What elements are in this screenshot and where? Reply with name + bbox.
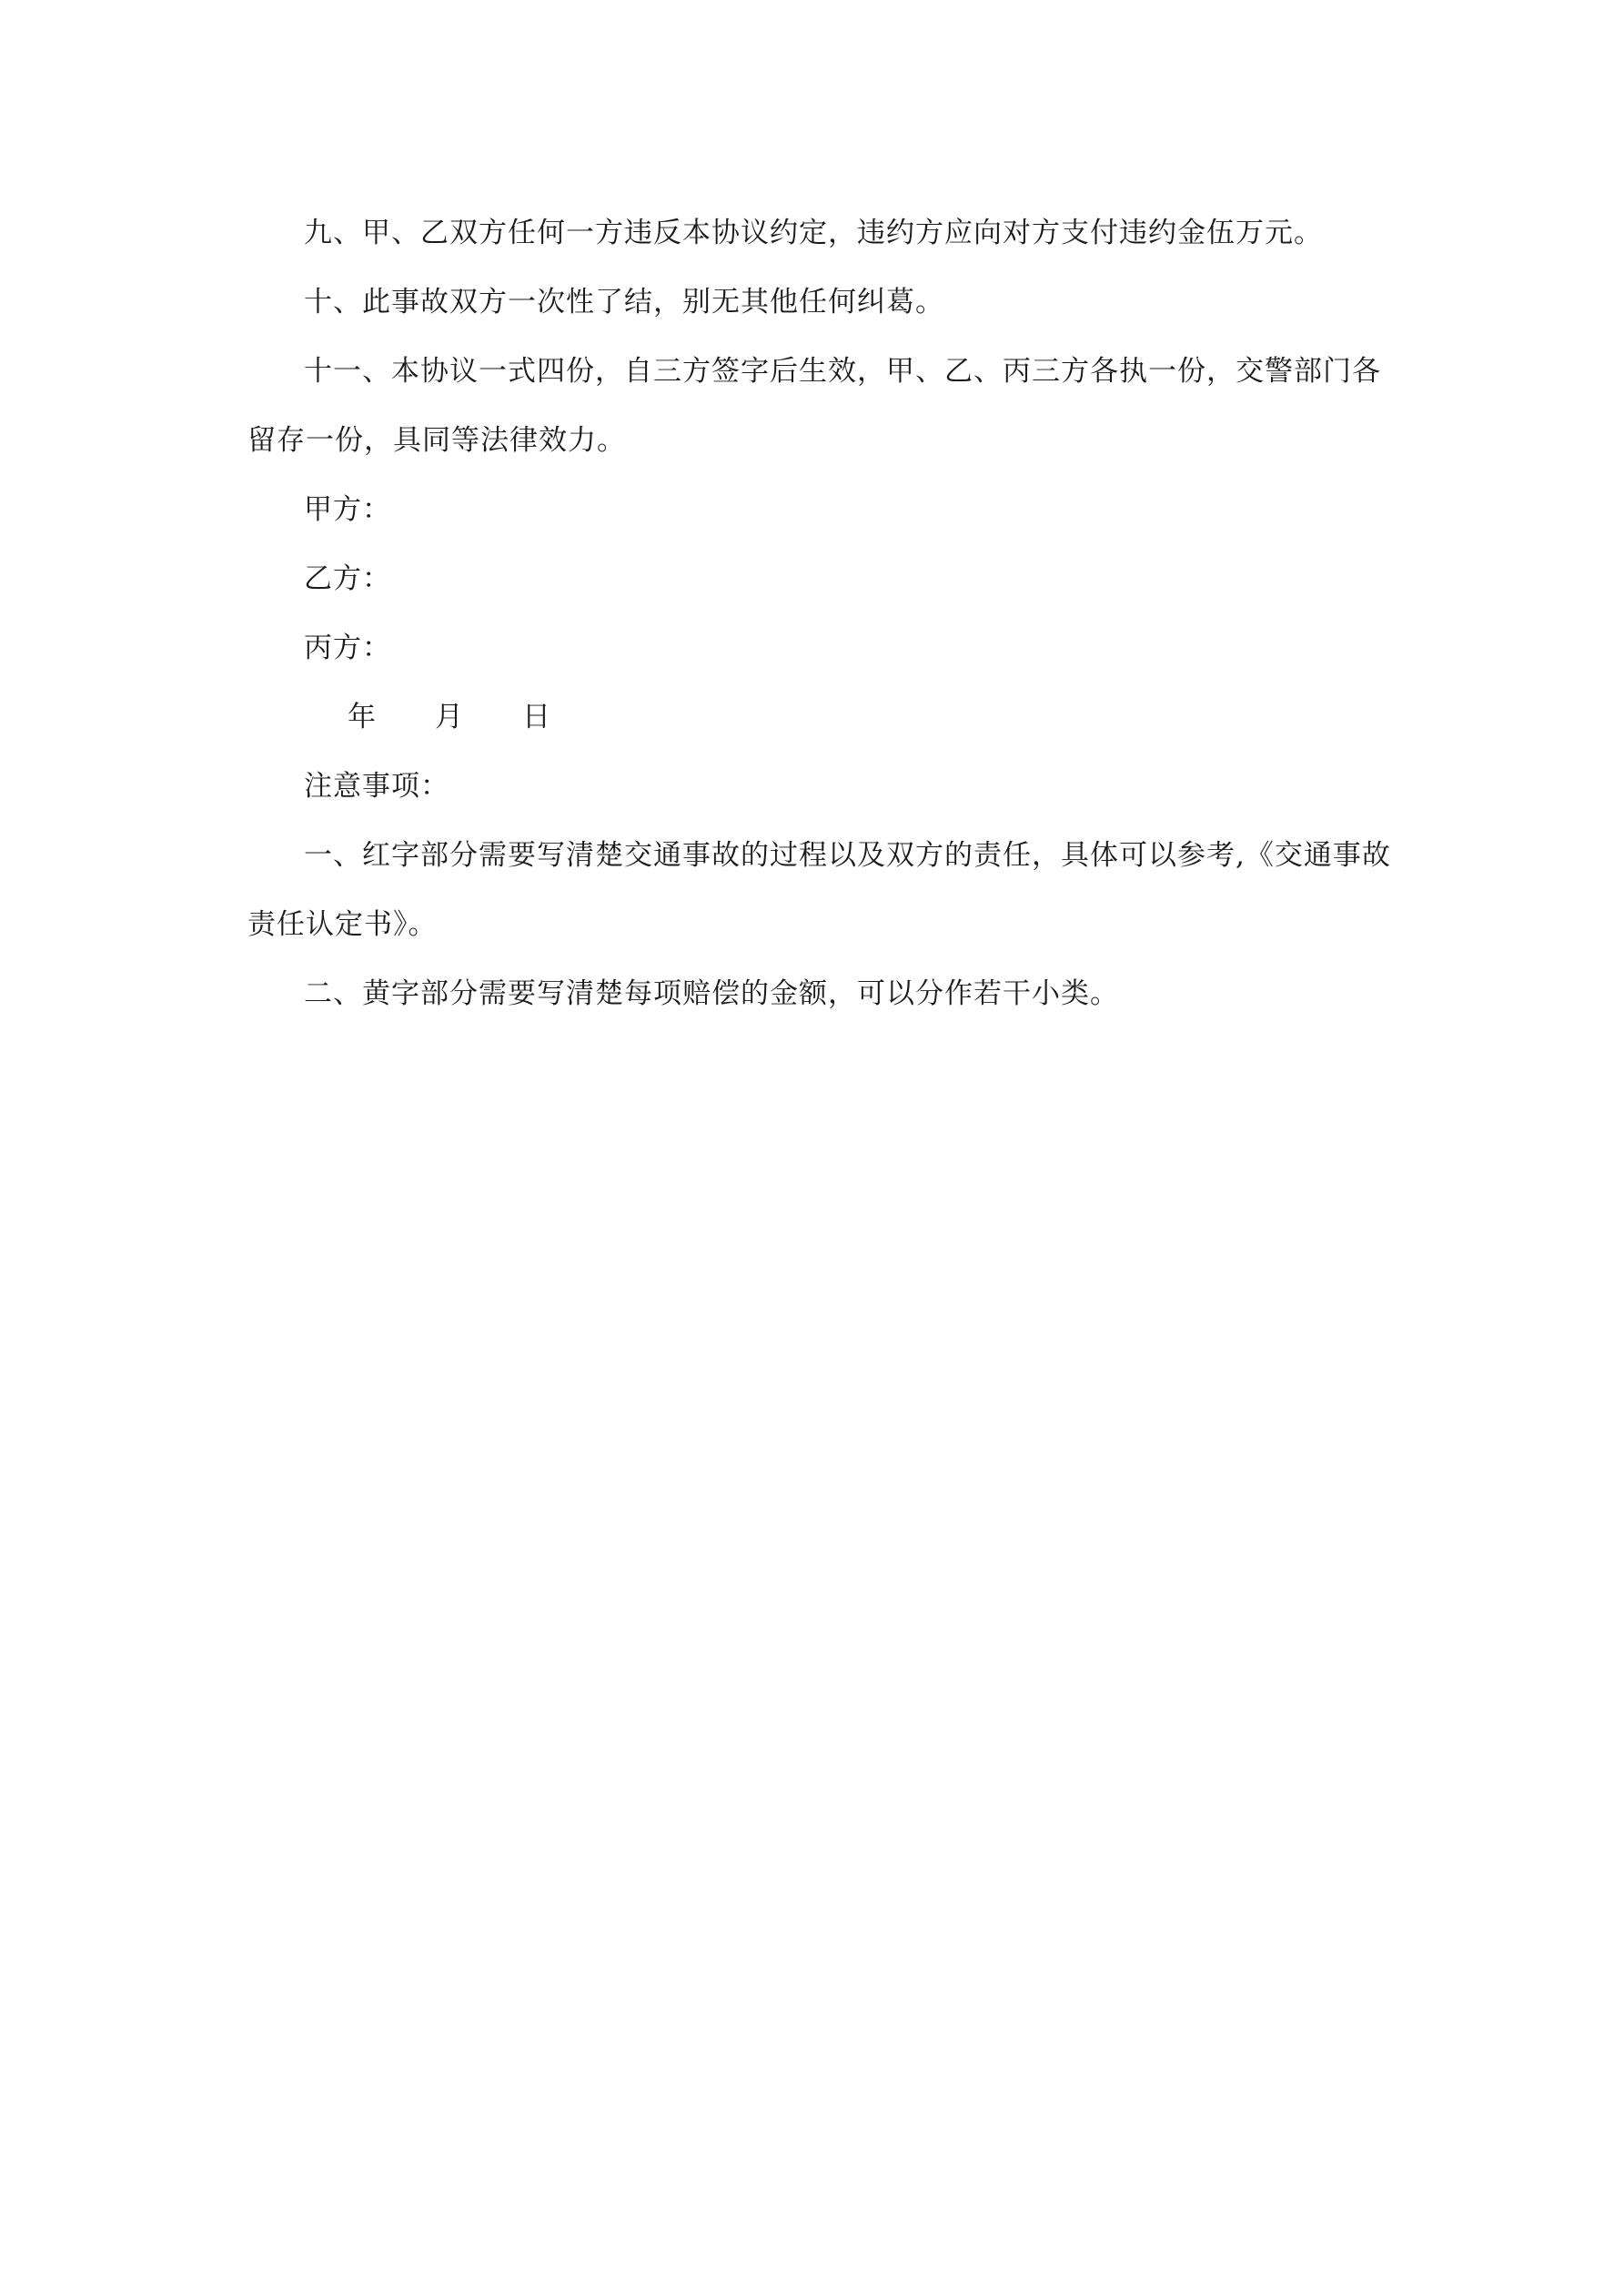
party-c-signature-line: 丙方： xyxy=(304,632,391,664)
date-day: 日 xyxy=(522,701,551,733)
note-two: 二、黄字部分需要写清楚每项赔偿的金额，可以分作若干小类。 xyxy=(304,977,1119,1010)
date-year: 年 xyxy=(348,701,377,733)
clause-ten: 十、此事故双方一次性了结，别无其他任何纠葛。 xyxy=(304,286,944,319)
date-month: 月 xyxy=(435,701,464,733)
clause-nine: 九、甲、乙双方任何一方违反本协议约定，违约方应向对方支付违约金伍万元。 xyxy=(304,217,1323,249)
party-a-signature-line: 甲方： xyxy=(304,493,391,526)
notes-heading: 注意事项： xyxy=(304,770,449,803)
document-body xyxy=(247,198,1394,1028)
date-line xyxy=(247,683,1394,752)
clause-eleven: 十一、本协议一式四份，自三方签字后生效，甲、乙、丙三方各执一份，交警部门各留存一份，具同等法律效力。 xyxy=(247,355,1381,457)
party-b-signature-line: 乙方： xyxy=(304,562,391,595)
note-one: 一、红字部分需要写清楚交通事故的过程以及双方的责任，具体可以参考,《交通事故责任认定书》。 xyxy=(247,839,1391,941)
